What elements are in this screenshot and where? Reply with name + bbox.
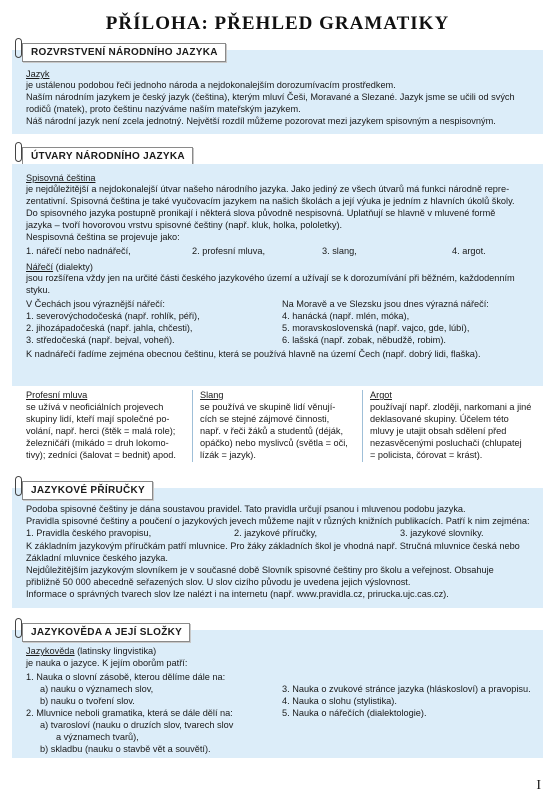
text-line: je nauka o jazyce. K jejím oborům patří: xyxy=(26,658,188,668)
dialect-item: 5. moravskoslovenská (např. vajco, gde, lúbí), xyxy=(282,323,470,333)
section-heading: ROZVRSTVENÍ NÁRODNÍHO JAZYKA xyxy=(22,43,226,62)
text-line: Naším národním jazykem je český jazyk (čeština), kterým mluví Češi, Moravané a Slezané. Jazyk jsme se učili od svých xyxy=(26,92,515,102)
form-item: 1. nářečí nebo nadnářečí, xyxy=(26,246,131,256)
column-line: = policista, čórovat = krást). xyxy=(370,450,483,460)
section-language-forms xyxy=(12,151,543,464)
branch-item: 2. Mluvnice neboli gramatika, která se dále dělí na: xyxy=(26,708,233,718)
text-line: Informace o správných tvarech slov lze nalézt i na internetu (např. www.pravidla.cz, prirucka.ujc.cas.cz). xyxy=(26,589,449,599)
paperclip-icon xyxy=(15,38,22,58)
bohemia-title: V Čechách jsou výraznější nářečí: xyxy=(26,299,165,309)
column-line: tivy); zedníci (šalovat = bednit) apod. xyxy=(26,450,176,460)
paperclip-icon xyxy=(15,142,22,162)
moravia-title: Na Moravě a ve Slezsku jsou dnes výrazná nářečí: xyxy=(282,299,489,309)
branch-subitem: a významech tvarů), xyxy=(56,732,139,742)
branch-item: 5. Nauka o nářečích (dialektologie). xyxy=(282,708,427,718)
column-line: mluvy je utajit obsah sdělení před xyxy=(370,426,507,436)
text-line: K základním jazykovým příručkám patří mluvnice. Pro žáky základních škol je vhodná např. Stručná mluvnice česká nebo xyxy=(26,541,520,551)
column-line: nezasvěcenými posluchači (chlupatej xyxy=(370,438,522,448)
column-title-slang: Slang xyxy=(200,390,224,400)
section-heading: JAZYKOVĚDA A JEJÍ SLOŽKY xyxy=(22,623,190,642)
section-heading: JAZYKOVÉ PŘÍRUČKY xyxy=(22,481,153,500)
linguistics-note: (latinsky lingvistika) xyxy=(74,646,157,656)
column-line: skupiny lidí, kteří mají společné po- xyxy=(26,414,170,424)
interdialect-text: K nadnářečí řadíme zejména obecnou češtinu, která se používá hlavně na území Čech (např. dobrý lidi, flaška). xyxy=(26,349,481,359)
dialects-note: (dialekty) xyxy=(53,262,93,272)
column-title-argot: Argot xyxy=(370,390,392,400)
column-line: železničáři (mikádo = druh lokomo- xyxy=(26,438,169,448)
subheading-linguistics xyxy=(26,646,156,657)
page-title: PŘÍLOHA: PŘEHLED GRAMATIKY xyxy=(105,13,450,34)
handbook-item: 1. Pravidla českého pravopisu, xyxy=(26,528,152,538)
column-title-professional: Profesní mluva xyxy=(26,390,88,400)
text-line: je ustálenou podobou řeči jednoho národa a nejdokonalejším dorozumívacím prostředkem. xyxy=(26,80,396,90)
text-line: jsou rozšířena vždy jen na určité části českého jazykového území a užívají se k dorozumívání při běžném, každodenním xyxy=(26,273,515,283)
dialect-item: 2. jihozápadočeská (např. jahla, chčesti), xyxy=(26,323,193,333)
dialects-term: Nářečí xyxy=(26,262,54,272)
branch-item: 3. Nauka o zvukové stránce jazyka (hláskosloví) a pravopisu. xyxy=(282,684,531,694)
section-language-handbooks xyxy=(12,485,543,608)
branch-subitem: a) nauku o významech slov, xyxy=(40,684,154,694)
text-line: Do spisovného jazyka postupně pronikají i některá slova původně nespisovná. Uplatňují se hlavně v mluvené formě xyxy=(26,208,496,218)
text-line: zentativní. Spisovná čeština je také vyučovacím jazykem na našich školách a její výuka je jedním z hlavních úkolů školy. xyxy=(26,196,515,206)
subheading-dialects xyxy=(26,262,93,273)
branch-item: 4. Nauka o slohu (stylistika). xyxy=(282,696,397,706)
dialect-item: 6. lašská (např. zobak, něbudžě, robim). xyxy=(282,335,446,345)
text-line: Náš národní jazyk není zcela jednotný. Největší rozdíl můžeme pozorovat mezi jazykem spisovným a nespisovným. xyxy=(26,116,496,126)
handbook-item: 3. jazykové slovníky. xyxy=(400,528,484,538)
subheading-standard-czech: Spisovná čeština xyxy=(26,173,96,183)
paperclip-icon xyxy=(15,476,22,496)
branch-subitem: b) skladbu (nauku o stavbě vět a souvětí). xyxy=(40,744,211,754)
text-line: Pravidla spisovné češtiny a poučení o jazykových jevech můžeme najít v různých knižních publikacích. Patří k nim zejména: xyxy=(26,516,530,526)
column-line: cích se stejné zájmové činnosti, xyxy=(200,414,330,424)
branch-subitem: a) tvarosloví (nauku o druzích slov, tvarech slov xyxy=(40,720,234,730)
form-item: 2. profesní mluva, xyxy=(192,246,266,256)
section-language-stratification xyxy=(12,47,543,134)
text-line: Nejdůležitějším jazykovým slovníkem je v současné době Slovník spisovné češtiny pro školu a veřejnost. Obsahuje xyxy=(26,565,494,575)
column-line: volání, např. herci (štěk = malá role); xyxy=(26,426,176,436)
column-line: se užívá v neoficiálních projevech xyxy=(26,402,164,412)
branch-subitem: b) nauku o tvoření slov. xyxy=(40,696,135,706)
column-divider xyxy=(362,390,363,462)
text-line: Nespisovná čeština se projevuje jako: xyxy=(26,232,180,242)
column-divider xyxy=(192,390,193,462)
text-line: je nejdůležitější a nejdokonalejší útvar našeho národního jazyka. Jako jediný ze všech útvarů má funkci národně repre- xyxy=(26,184,510,194)
text-line: styku. xyxy=(26,285,50,295)
handbook-item: 2. jazykové příručky, xyxy=(234,528,318,538)
linguistics-term: Jazykověda xyxy=(26,646,75,656)
form-item: 4. argot. xyxy=(452,246,486,256)
dialect-item: 4. hanácká (např. mlén, móka), xyxy=(282,311,410,321)
section-linguistics xyxy=(12,627,543,758)
text-line: rodičů (matek), proto češtinu nazýváme naším mateřským jazykem. xyxy=(26,104,301,114)
column-line: deklasované skupiny. Účelem této xyxy=(370,414,509,424)
text-line: přibližně 50 000 abecedně seřazených slov. U slov cizího původu je uvedena jejich výslovnost. xyxy=(26,577,411,587)
column-line: používají např. zloději, narkomani a jiné xyxy=(370,402,532,412)
section-heading: ÚTVARY NÁRODNÍHO JAZYKA xyxy=(22,147,193,166)
column-line: se používá ve skupině lidí věnují- xyxy=(200,402,336,412)
form-item: 3. slang, xyxy=(322,246,357,256)
text-line: jazyka – tvoří hovorovou vrstvu spisovné češtiny (např. kluk, holka, pololetky). xyxy=(26,220,343,230)
subheading-jazyk: Jazyk xyxy=(26,69,50,79)
dialect-item: 1. severovýchodočeská (např. rohlík, péři), xyxy=(26,311,200,321)
column-line: lízák = jazyk). xyxy=(200,450,256,460)
branch-item: 1. Nauka o slovní zásobě, kterou dělíme dále na: xyxy=(26,672,226,682)
page-number: I xyxy=(536,778,541,793)
paperclip-icon xyxy=(15,618,22,638)
text-line: Základní mluvnice českého jazyka. xyxy=(26,553,168,563)
column-line: opáčko) nebo myslivců (světla = oči, xyxy=(200,438,348,448)
text-line: Podoba spisovné češtiny je dána soustavou pravidel. Tato pravidla určují psanou i mluvenou podobu jazyka. xyxy=(26,504,466,514)
dialect-item: 3. středočeská (např. bejval, voheň). xyxy=(26,335,175,345)
column-line: např. v řeči žáků a studentů (déják, xyxy=(200,426,343,436)
